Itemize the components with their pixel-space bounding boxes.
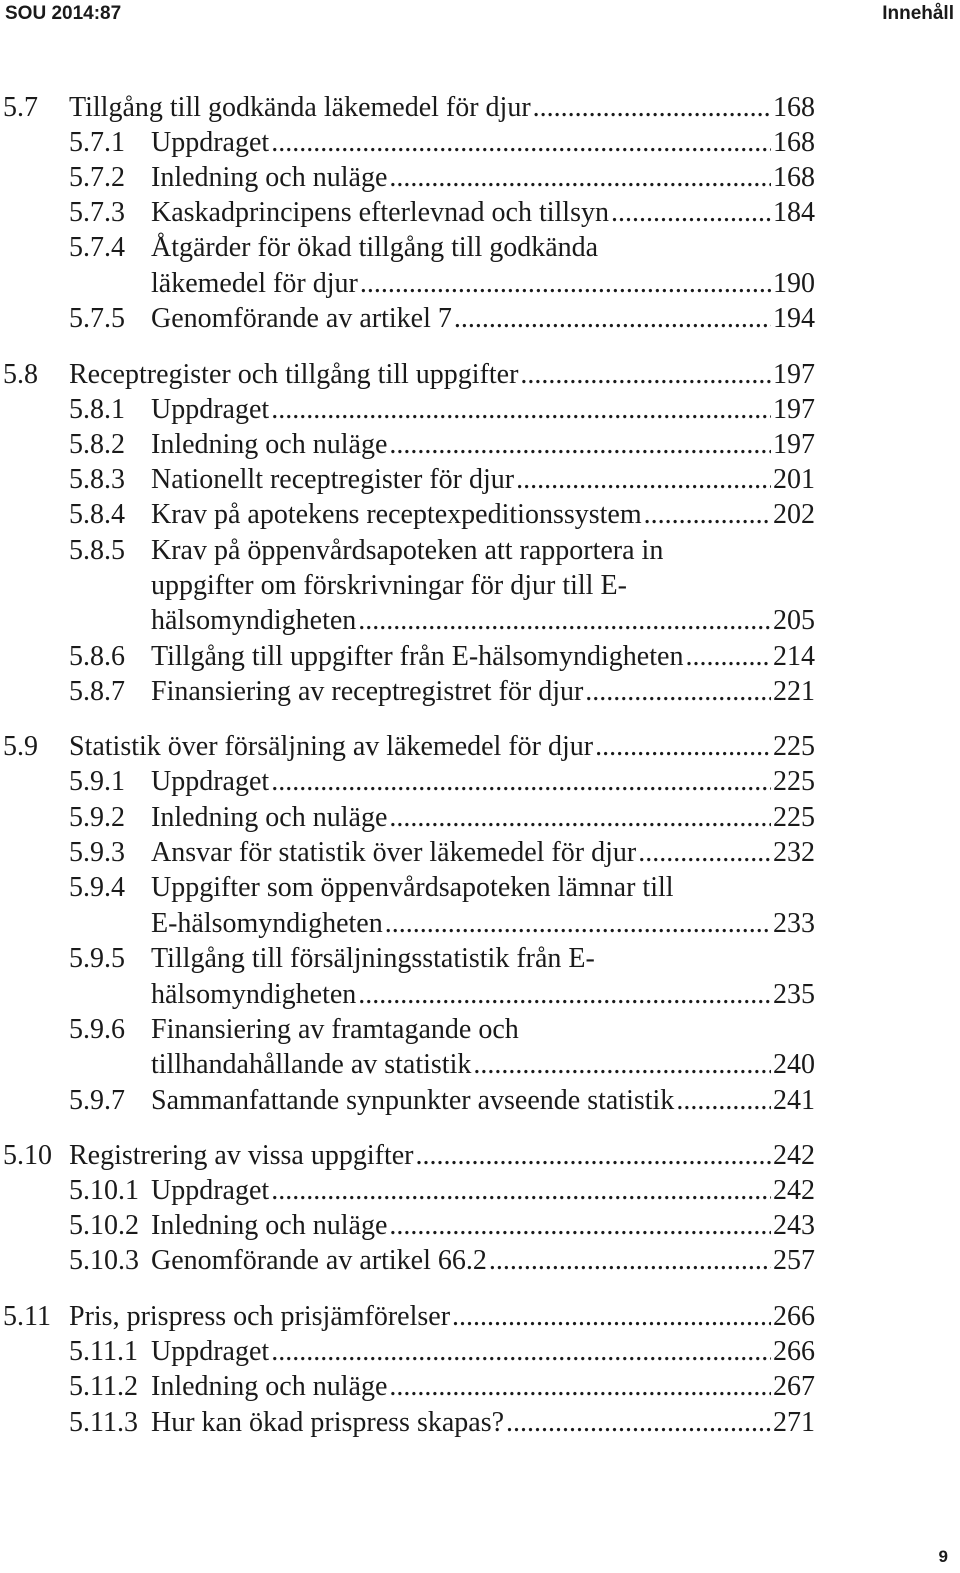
toc-entry-title: Tillgång till godkända läkemedel för djur [69, 92, 531, 123]
toc-entry-title: Kaskadprincipens efterlevnad och tillsyn [151, 197, 609, 228]
toc-entry[interactable] [69, 1173, 815, 1209]
toc-entry-title: Ansvar för statistik över läkemedel för djur [151, 837, 637, 868]
toc-entry-number: 5.8.2 [69, 429, 125, 460]
dot-leader [489, 1243, 771, 1279]
toc-entry-page: 214 [773, 641, 815, 672]
dot-leader [585, 674, 771, 710]
toc-entry-page: 235 [773, 979, 815, 1010]
toc-entry-number: 5.8 [3, 359, 38, 390]
toc-entry-page: 190 [773, 268, 815, 299]
toc-entry-page: 233 [773, 908, 815, 939]
toc-entry[interactable] [69, 941, 595, 977]
toc-entry-title: Genomförande av artikel 66.2 [151, 1245, 487, 1276]
toc-entry-number: 5.11.3 [69, 1407, 138, 1438]
toc-entry[interactable] [69, 1405, 815, 1441]
toc-entry-title: hälsomyndigheten [151, 605, 357, 636]
toc-entry-number: 5.9.7 [69, 1085, 125, 1116]
running-header-report-id: SOU 2014:87 [5, 3, 122, 24]
toc-entry-number: 5.8.6 [69, 641, 125, 672]
toc-entry-title: Krav på öppenvårdsapoteken att rapportera in [151, 535, 664, 566]
dot-leader [271, 125, 771, 161]
toc-entry[interactable] [69, 835, 815, 871]
toc-entry-number: 5.9.6 [69, 1014, 125, 1045]
toc-entry-number: 5.8.5 [69, 535, 125, 566]
toc-entry[interactable] [69, 764, 815, 800]
dot-leader [644, 497, 771, 533]
toc-entry[interactable] [0, 90, 815, 126]
toc-entry-title: Uppdraget [151, 766, 270, 797]
toc-entry-title: Finansiering av receptregistret för djur [151, 676, 584, 707]
toc-entry[interactable] [69, 462, 815, 498]
dot-leader [533, 90, 771, 126]
toc-entry-title: Krav på apotekens receptexpeditionssystem [151, 499, 642, 530]
toc-entry[interactable] [69, 1208, 815, 1244]
dot-leader [676, 1083, 771, 1119]
dot-leader [452, 1299, 771, 1335]
toc-entry[interactable] [0, 1138, 815, 1174]
toc-entry[interactable] [69, 674, 815, 710]
toc-entry[interactable] [69, 392, 815, 428]
toc-entry-page: 225 [773, 802, 815, 833]
toc-entry-page: 205 [773, 605, 815, 636]
toc-entry-page: 197 [773, 359, 815, 390]
toc-entry-number: 5.7 [3, 92, 38, 123]
toc-entry-title: E-hälsomyndigheten [151, 908, 383, 939]
dot-leader [595, 729, 771, 765]
toc-entry-title: Receptregister och tillgång till uppgifter [69, 359, 519, 390]
toc-entry-page: 266 [773, 1336, 815, 1367]
toc-entry-page: 225 [773, 766, 815, 797]
toc-entry[interactable] [69, 1083, 815, 1119]
toc-entry-title: Inledning och nuläge [151, 429, 388, 460]
toc-entry[interactable] [151, 568, 627, 604]
dot-leader [520, 357, 771, 393]
page-number: 9 [938, 1547, 948, 1566]
dot-leader [360, 266, 771, 302]
dot-leader [271, 764, 771, 800]
toc-entry-page: 271 [773, 1407, 815, 1438]
toc-entry-number: 5.9.4 [69, 872, 125, 903]
toc-entry-title: Uppdraget [151, 1336, 270, 1367]
toc-entry-title: Uppdraget [151, 1175, 270, 1206]
toc-entry-page: 202 [773, 499, 815, 530]
dot-leader [638, 835, 771, 871]
dot-leader [516, 462, 771, 498]
toc-entry-number: 5.8.4 [69, 499, 125, 530]
toc-entry[interactable] [151, 906, 815, 942]
toc-entry-number: 5.11 [3, 1301, 51, 1332]
toc-entry-number: 5.11.1 [69, 1336, 138, 1367]
dot-leader [389, 160, 771, 196]
toc-entry[interactable] [69, 125, 815, 161]
toc-entry-title: Nationellt receptregister för djur [151, 464, 515, 495]
toc-entry[interactable] [69, 639, 815, 675]
toc-entry-page: 241 [773, 1085, 815, 1116]
toc-entry-title: läkemedel för djur [151, 268, 358, 299]
toc-entry-page: 242 [773, 1175, 815, 1206]
dot-leader [389, 427, 771, 463]
toc-entry-number: 5.9.3 [69, 837, 125, 868]
running-header-section: Innehåll [882, 3, 954, 24]
toc-entry-title: Statistik över försäljning av läkemedel för djur [69, 731, 594, 762]
dot-leader [685, 639, 771, 675]
toc-entry-title: Inledning och nuläge [151, 802, 388, 833]
toc-entry[interactable] [69, 533, 663, 569]
dot-leader [415, 1138, 771, 1174]
toc-entry-page: 240 [773, 1049, 815, 1080]
toc-entry[interactable] [0, 357, 815, 393]
toc-entry-title: Hur kan ökad prispress skapas? [151, 1407, 505, 1438]
toc-entry-title: Sammanfattande synpunkter avseende statistik [151, 1085, 675, 1116]
toc-entry-number: 5.9.1 [69, 766, 125, 797]
toc-entry[interactable] [69, 1012, 519, 1048]
dot-leader [358, 603, 771, 639]
toc-entry[interactable] [69, 870, 674, 906]
toc-entry[interactable] [69, 1334, 815, 1370]
dot-leader [473, 1047, 771, 1083]
toc-entry-page: 221 [773, 676, 815, 707]
toc-entry-number: 5.7.5 [69, 303, 125, 334]
toc-entry-number: 5.7.1 [69, 127, 125, 158]
toc-entry-title: uppgifter om förskrivningar för djur till E- [151, 570, 627, 601]
toc-entry-page: 267 [773, 1371, 815, 1402]
toc-entry-page: 232 [773, 837, 815, 868]
toc-entry-page: 225 [773, 731, 815, 762]
dot-leader [271, 1173, 771, 1209]
toc-entry-title: Åtgärder för ökad tillgång till godkända [151, 232, 599, 263]
toc-entry-title: Tillgång till försäljningsstatistik från E- [151, 943, 595, 974]
toc-entry-page: 242 [773, 1140, 815, 1171]
dot-leader [389, 1369, 771, 1405]
toc-entry[interactable] [69, 160, 815, 196]
toc-entry[interactable] [69, 301, 815, 337]
toc-entry-number: 5.10.3 [69, 1245, 139, 1276]
toc-entry-number: 5.10 [3, 1140, 52, 1171]
toc-entry-title: Genomförande av artikel 7 [151, 303, 452, 334]
toc-entry-number: 5.9.2 [69, 802, 125, 833]
toc-entry[interactable] [151, 266, 815, 302]
toc-entry-page: 184 [773, 197, 815, 228]
toc-entry-number: 5.7.4 [69, 232, 125, 263]
dot-leader [611, 195, 771, 231]
toc-entry-page: 257 [773, 1245, 815, 1276]
toc-entry[interactable] [69, 230, 598, 266]
toc-entry[interactable] [69, 195, 815, 231]
toc-entry-page: 168 [773, 127, 815, 158]
toc-entry[interactable] [69, 800, 815, 836]
toc-entry[interactable] [69, 1369, 815, 1405]
toc-entry-title: Pris, prispress och prisjämförelser [69, 1301, 451, 1332]
toc-entry-page: 194 [773, 303, 815, 334]
toc-entry-page: 168 [773, 92, 815, 123]
toc-entry-number: 5.11.2 [69, 1371, 138, 1402]
toc-entry-title: Inledning och nuläge [151, 1371, 388, 1402]
toc-entry-title: Uppdraget [151, 394, 270, 425]
toc-entry-title: Uppgifter som öppenvårdsapoteken lämnar till [151, 872, 674, 903]
toc-entry[interactable] [0, 729, 815, 765]
dot-leader [385, 906, 771, 942]
toc-entry-number: 5.7.3 [69, 197, 125, 228]
toc-entry-title: Tillgång till uppgifter från E-hälsomyndigheten [151, 641, 684, 672]
toc-entry-title: Registrering av vissa uppgifter [69, 1140, 414, 1171]
dot-leader [506, 1405, 771, 1441]
toc-entry-title: Uppdraget [151, 127, 270, 158]
toc-entry[interactable] [151, 603, 815, 639]
toc-entry-number: 5.7.2 [69, 162, 125, 193]
toc-entry-page: 243 [773, 1210, 815, 1241]
toc-entry-page: 197 [773, 429, 815, 460]
toc-entry-number: 5.8.7 [69, 676, 125, 707]
dot-leader [389, 800, 771, 836]
toc-entry-number: 5.9.5 [69, 943, 125, 974]
toc-entry-title: hälsomyndigheten [151, 979, 357, 1010]
toc-entry-title: Finansiering av framtagande och [151, 1014, 519, 1045]
toc-entry-title: Inledning och nuläge [151, 1210, 388, 1241]
dot-leader [358, 977, 771, 1013]
toc-entry[interactable] [69, 1243, 815, 1279]
toc-entry-page: 266 [773, 1301, 815, 1332]
toc-entry[interactable] [151, 977, 815, 1013]
toc-entry[interactable] [69, 427, 815, 463]
toc-entry-number: 5.8.3 [69, 464, 125, 495]
toc-entry-page: 168 [773, 162, 815, 193]
toc-entry-page: 197 [773, 394, 815, 425]
toc-entry-title: Inledning och nuläge [151, 162, 388, 193]
toc-entry-title: tillhandahållande av statistik [151, 1049, 472, 1080]
toc-entry[interactable] [69, 497, 815, 533]
toc-entry-number: 5.8.1 [69, 394, 125, 425]
toc-entry-number: 5.10.2 [69, 1210, 139, 1241]
toc-entry-number: 5.10.1 [69, 1175, 139, 1206]
dot-leader [454, 301, 771, 337]
toc-entry[interactable] [151, 1047, 815, 1083]
dot-leader [271, 392, 771, 428]
toc-entry-number: 5.9 [3, 731, 38, 762]
toc-entry-page: 201 [773, 464, 815, 495]
dot-leader [389, 1208, 771, 1244]
toc-entry[interactable] [0, 1299, 815, 1335]
dot-leader [271, 1334, 771, 1370]
